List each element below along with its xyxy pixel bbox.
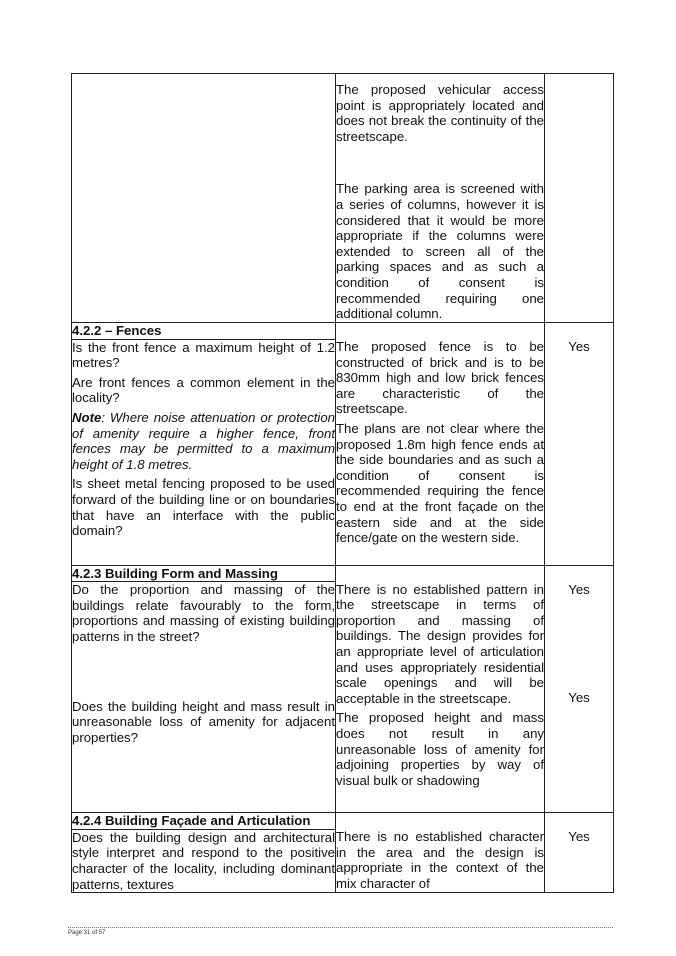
note-text: : Where noise attenuation or protection of amenity require a higher fence, front fences may be permitted to a maximum height of 1.8 metres.	[72, 409, 335, 472]
comment-fence-plans: The plans are not clear where the proposed 1.8m high fence ends at the side boundaries and as such a condition of consent is recommended requiring the fence to end at the front façade on the eastern side and at the side fence/gate on the western side.	[336, 421, 544, 546]
compliance-cell	[545, 582, 614, 813]
table-row	[72, 829, 614, 892]
heading-spacer	[336, 813, 545, 830]
comment-cell	[336, 582, 545, 813]
control-cell-empty	[72, 74, 336, 323]
compliance-value: Yes	[568, 339, 590, 355]
comment-character: There is no established character in the area and the design is appropriate in the context of the mix character of	[336, 829, 544, 892]
comment-height-mass: The proposed height and mass does not result in any unreasonable loss of amenity for adjoining properties by way of visual bulk or shadowing	[336, 710, 544, 788]
assessment-table	[71, 73, 614, 893]
table-row	[72, 582, 614, 813]
section-heading-facade: 4.2.4 Building Façade and Articulation	[72, 813, 336, 830]
heading-spacer	[545, 565, 614, 582]
question-proportion: Do the proportion and massing of the buildings relate favourably to the form, proportions and massing of existing building patterns in the street?	[72, 582, 335, 644]
compliance-value: Yes	[568, 829, 590, 845]
comment-cell	[336, 74, 545, 323]
question-fence-height: Is the front fence a maximum height of 1.2 metres?	[72, 339, 335, 371]
heading-spacer	[545, 813, 614, 830]
comment-fence: The proposed fence is to be constructed of brick and is to be 830mm high and low brick fences are characteristic of the streetscape.	[336, 339, 544, 417]
compliance-cell-empty	[545, 74, 614, 323]
control-cell	[72, 339, 336, 565]
heading-spacer	[336, 565, 545, 582]
section-heading-form: 4.2.3 Building Form and Massing	[72, 565, 336, 582]
comment-cell	[336, 339, 545, 565]
note-fence	[72, 410, 335, 472]
heading-spacer	[336, 323, 545, 340]
compliance-cell	[545, 339, 614, 565]
heading-spacer	[545, 323, 614, 340]
question-height-mass: Does the building height and mass result in unreasonable loss of amenity for adjacent properties?	[72, 698, 335, 745]
compliance-cell	[545, 829, 614, 892]
comment-cell	[336, 829, 545, 892]
question-design-style: Does the building design and architectural style interpret and respond to the positive character of the locality, including dominant patterns, textures	[72, 829, 335, 892]
compliance-value: Yes	[568, 690, 590, 706]
question-sheet-metal: Is sheet metal fencing proposed to be used forward of the building line or on boundaries that have an interface with the public domain?	[72, 476, 335, 539]
comment-parking: The parking area is screened with a series of columns, however it is considered that it would be more appropriate if the columns were extended to screen all of the parking spaces and as such a condition of consent is recommended requiring one additional column.	[336, 181, 544, 322]
table-row	[72, 74, 614, 323]
question-fence-common: Are front fences a common element in the locality?	[72, 374, 335, 406]
note-label: Note	[72, 409, 102, 425]
section-heading-row	[72, 323, 614, 340]
page-number: Page 31 of 57	[68, 930, 106, 936]
table-row	[72, 339, 614, 565]
section-heading-row	[72, 565, 614, 582]
comment-pattern: There is no established pattern in the streetscape in terms of proportion and massing of buildings. The design provides for an appropriate level of articulation and uses appropriately residential scale openings and will be acceptable in the streetscape.	[336, 581, 544, 706]
section-heading-fences: 4.2.2 – Fences	[72, 323, 336, 340]
control-cell	[72, 582, 336, 813]
comment-access: The proposed vehicular access point is appropriately located and does not break the continuity of the streetscape.	[336, 82, 544, 144]
section-heading-row	[72, 813, 614, 830]
compliance-value: Yes	[568, 581, 590, 597]
footer-rule	[68, 927, 613, 929]
control-cell	[72, 829, 336, 892]
